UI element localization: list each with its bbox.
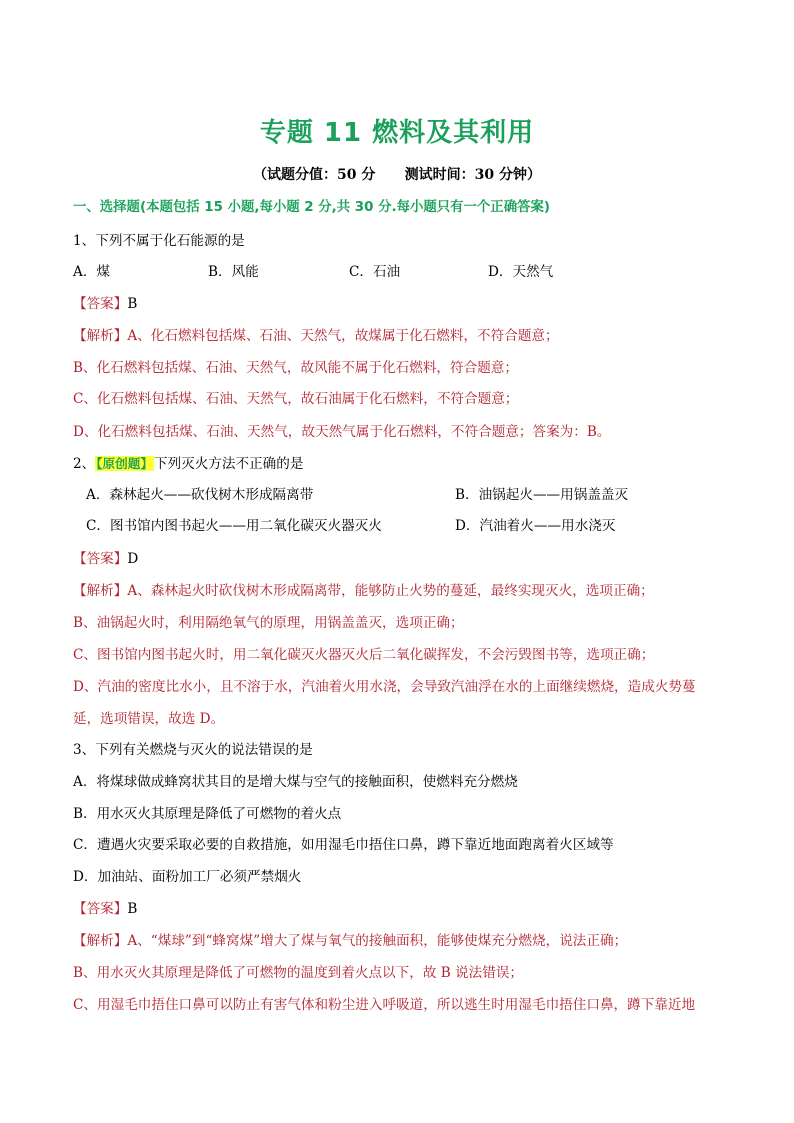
explanation-label: 【解析】	[73, 328, 128, 344]
q3-option-c: C．遭遇火灾要采取必要的自救措施，如用湿毛巾捂住口鼻，蹲下靠近地面跑离着火区域等	[73, 837, 614, 853]
q3-option-a: A．将煤球做成蜂窝状其目的是增大煤与空气的接触面积，使燃料充分燃烧	[73, 774, 518, 790]
answer-value: B	[127, 296, 138, 312]
q2-option-c: C．图书馆内图书起火——用二氧化碳灭火器灭火	[86, 518, 382, 534]
q3-answer	[73, 900, 137, 918]
answer-label: 【答案】	[73, 296, 128, 312]
q2-explanation-line	[73, 582, 654, 600]
q1-option-d: D．天然气	[488, 264, 554, 280]
q3-explanation-line: C、用湿毛巾捂住口鼻可以防止有害气体和粉尘进入呼吸道，所以逃生时用湿毛巾捂住口鼻，蹲下靠近地	[73, 997, 696, 1013]
page-subtitle: （试题分值：50 分 测试时间：30 分钟）	[253, 167, 541, 183]
section-heading: 一、选择题(本题包括 15 小题,每小题 2 分,共 30 分.每小题只有一个正确答案)	[73, 200, 550, 215]
question-2-stem	[73, 455, 303, 473]
q2-option-a: A．森林起火——砍伐树木形成隔离带	[86, 487, 314, 503]
q1-option-c: C．石油	[349, 264, 401, 280]
q2-explanation-line: 延，选项错误，故选 D。	[73, 711, 225, 727]
explanation-text: A、森林起火时砍伐树木形成隔离带，能够防止火势的蔓延，最终实现灭火，选项正确；	[127, 583, 654, 599]
question-3-stem: 3、下列有关燃烧与灭火的说法错误的是	[73, 742, 313, 758]
q3-option-b: B．用水灭火其原理是降低了可燃物的着火点	[73, 806, 342, 822]
question-number: 2、	[73, 456, 96, 472]
q2-explanation-line: C、图书馆内图书起火时，用二氧化碳灭火器灭火后二氧化碳挥发，不会污毁图书等，选项正确；	[73, 647, 655, 663]
q2-option-d: D．汽油着火——用水浇灭	[455, 518, 616, 534]
q1-explanation-line	[73, 327, 559, 345]
q2-option-b: B．油锅起火——用锅盖盖灭	[455, 487, 629, 503]
answer-label: 【答案】	[73, 551, 128, 567]
q1-option-b: B．风能	[208, 264, 259, 280]
q2-answer	[73, 550, 138, 568]
q1-option-a: A．煤	[73, 264, 111, 280]
answer-value: B	[127, 901, 138, 917]
q2-explanation-line: B、油锅起火时，利用隔绝氧气的原理，用锅盖盖灭，选项正确；	[73, 615, 464, 631]
q1-answer	[73, 295, 137, 313]
q3-explanation-line	[73, 932, 627, 950]
question-text: 下列灭火方法不正确的是	[153, 456, 304, 472]
answer-label: 【答案】	[73, 901, 128, 917]
explanation-text: A、“煤球”到“蜂窝煤”增大了煤与氧气的接触面积，能够使煤充分燃烧，说法正确；	[127, 933, 628, 949]
q2-explanation-line: D、汽油的密度比水小，且不溶于水，汽油着火用水浇，会导致汽油浮在水的上面继续燃烧，造成火势蔓	[73, 679, 696, 695]
explanation-label: 【解析】	[73, 583, 128, 599]
page-title: 专题 11 燃料及其利用	[259, 118, 535, 148]
q3-option-d: D．加油站、面粉加工厂必须严禁烟火	[73, 869, 302, 885]
q1-explanation-line: D、化石燃料包括煤、石油、天然气，故天然气属于化石燃料，不符合题意；答案为：B。	[73, 424, 611, 440]
q3-explanation-line: B、用水灭火其原理是降低了可燃物的温度到着火点以下，故 B 说法错误；	[73, 965, 524, 981]
explanation-text: A、化石燃料包括煤、石油、天然气，故煤属于化石燃料，不符合题意；	[127, 328, 559, 344]
q1-explanation-line: B、化石燃料包括煤、石油、天然气，故风能不属于化石燃料，符合题意；	[73, 360, 518, 376]
q1-explanation-line: C、化石燃料包括煤、石油、天然气，故石油属于化石燃料，不符合题意；	[73, 391, 519, 407]
question-1-stem: 1、下列不属于化石能源的是	[73, 233, 245, 249]
explanation-label: 【解析】	[73, 933, 128, 949]
answer-value: D	[127, 551, 139, 567]
original-question-tag: 【原创题】	[96, 456, 153, 471]
